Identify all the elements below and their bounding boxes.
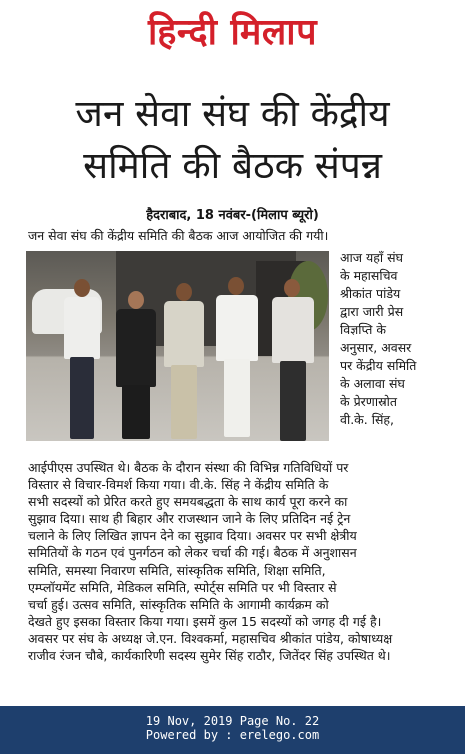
side-column-line: पर केंद्रीय समिति (340, 358, 417, 373)
side-column-line: के अलावा संघ (340, 376, 405, 391)
side-column-line: अनुसार, अवसर (340, 340, 412, 355)
body-line: अवसर पर संघ के अध्यक्ष जे.एन. विश्वकर्मा, महासचिव श्रीकांत पांडेय, कोषाध्यक्ष (28, 630, 393, 646)
body-line: देखते हुए इसका विस्तार किया गया। इसमें कुल 15 सदस्यों को जगह दी गई है। (28, 613, 382, 629)
body-line: आईपीएस उपस्थित थे। बैठक के दौरान संस्था की विभिन्न गतिविधियों पर (28, 460, 349, 475)
side-column-line: आज यहाँ संघ (340, 250, 403, 265)
body-line: सुझाव दिया। साथ ही बिहार और राजस्थान जाने के लिए प्रतिदिन नई ट्रेन (28, 511, 351, 527)
headline-line: जन सेवा संघ की केंद्रीय (75, 92, 390, 135)
body-line: समितियों के गठन एवं पुनर्गठन को लेकर चर्चा की गई। बैठक में अनुशासन (28, 545, 357, 561)
body-line: सभी सदस्यों को प्रेरित करते हुए समयबद्धता के साथ कार्य पूरा करने का (28, 494, 348, 510)
newspaper-masthead: हिन्दी मिलाप (147, 11, 318, 53)
side-column-line: के महासचिव (340, 268, 398, 283)
article-photo (26, 251, 329, 441)
article-intro: जन सेवा संघ की केंद्रीय समिति की बैठक आज आयोजित की गयी। (28, 228, 329, 243)
body-line: राजीव रंजन चौबे, कार्यकारिणी सदस्य सुमेर सिंह राठौर, जितेंदर सिंह उपस्थित थे। (28, 648, 391, 664)
side-column-line: वी.के. सिंह, (340, 412, 395, 427)
side-column-line: विज्ञप्ति के (340, 322, 386, 337)
article-body (28, 459, 443, 664)
side-column-line: द्वारा जारी प्रेस (340, 304, 404, 319)
headline-line: समिति की बैठक संपन्न (83, 144, 382, 187)
footer-date-page: 19 Nov, 2019 Page No. 22 (145, 714, 320, 728)
body-line: चर्चा हुई। उत्सव समिति, सांस्कृतिक समिति के आगामी कार्यक्रम को (28, 596, 329, 612)
body-line: समिति, समस्या निवारण समिति, सांस्कृतिक समिति, शिक्षा समिति, (28, 562, 326, 578)
body-line: चलाने के लिए लिखित ज्ञापन देने का सुझाव दिया। अवसर पर सभी क्षेत्रीय (28, 528, 357, 544)
article-side-column (340, 249, 450, 429)
footer-powered-by: Powered by : erelego.com (145, 728, 320, 742)
article-dateline: हैदराबाद, 18 नवंबर-(मिलाप ब्यूरो) (146, 208, 319, 223)
article-headline (10, 88, 455, 192)
side-column-line: श्रीकांत पांडेय (340, 286, 401, 301)
body-line: एम्प्लॉयमेंट समिति, मेडिकल समिति, स्पोर्ट्स समिति पर भी विस्तार से (28, 579, 337, 595)
body-line: विस्तार से विचार-विमर्श किया गया। वी.के. सिंह ने केंद्रीय समिति के (28, 477, 329, 493)
page-footer (0, 706, 465, 754)
side-column-line: के प्रेरणास्रोत (340, 394, 398, 409)
